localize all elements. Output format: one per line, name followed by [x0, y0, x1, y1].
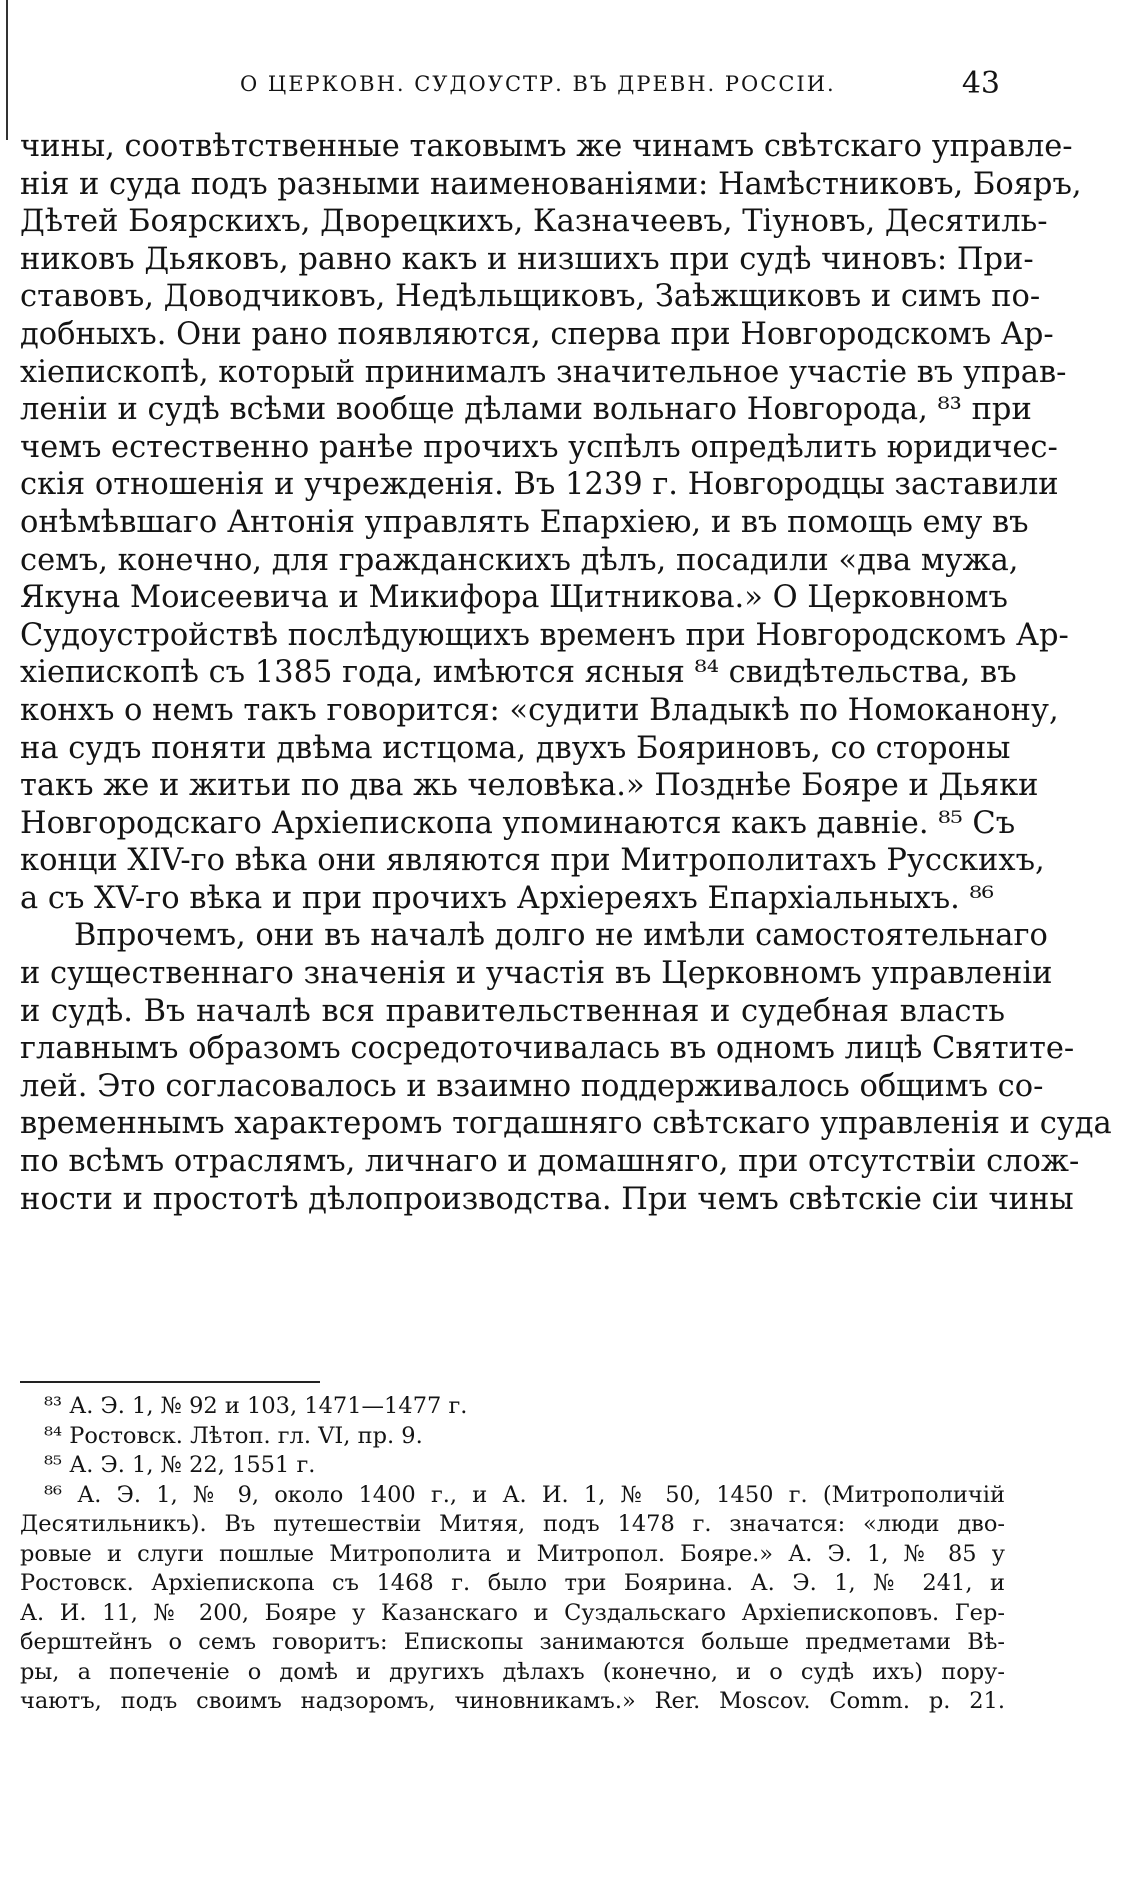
- text-line: Новгородскаго Архіепископа упоминаются какъ давніе. ⁸⁵ Съ: [20, 805, 1016, 841]
- text-line: лей. Это согласовалось и взаимно поддерживалось общимъ со-: [20, 1068, 1044, 1104]
- footnote-line: ры, а попеченіе о домѣ и другихъ дѣлахъ (конечно, и о судѣ ихъ) пору-: [20, 1658, 1005, 1685]
- footnote-line: Десятильникъ). Въ путешествіи Митяя, подъ 1478 г. значатся: «люди дво-: [20, 1511, 1005, 1537]
- text-line: чины, соотвѣтственные таковымъ же чинамъ свѣтскаго управле-: [20, 129, 1073, 164]
- text-line: временнымъ характеромъ тогдашняго свѣтскаго управленія и суда: [20, 1106, 1112, 1142]
- text-line: главнымъ образомъ сосредоточивалась въ одномъ лицѣ Святите-: [20, 1031, 1075, 1067]
- footnote-line: берштейнъ о семъ говоритъ: Епископы занимаются больше предметами Вѣ-: [20, 1629, 1005, 1655]
- text-line: конхъ о немъ такъ говорится: «судити Владыкѣ по Номоканону,: [20, 692, 1059, 728]
- footnote-line: А. И. 11, № 200, Бояре у Казанскаго и Суздальскаго Архіепископовъ. Гер-: [20, 1599, 1005, 1626]
- paragraph-start-line: Впрочемъ, они въ началѣ долго не имѣли самостоятельнаго: [74, 918, 1048, 954]
- footnotes: [20, 1392, 1005, 1717]
- footnote-separator: [20, 1381, 320, 1383]
- text-line: леніи и судѣ всѣми вообще дѣлами вольнаго Новгорода, ⁸³ при: [20, 392, 1032, 428]
- footnote-83: ⁸³ А. Э. 1, № 92 и 103, 1471—1477 г.: [44, 1393, 468, 1419]
- text-line: скія отношенія и учрежденія. Въ 1239 г. Новгородцы заставили: [20, 467, 1059, 503]
- text-line: по всѣмъ отраслямъ, личнаго и домашняго, при отсутствіи слож-: [20, 1144, 1080, 1180]
- footnote-line: ровые и слуги пошлые Митрополита и Митропол. Бояре.» А. Э. 1, № 85 у: [20, 1540, 1005, 1567]
- page-binding-edge: [6, 0, 8, 140]
- text-line: и существеннаго значенія и участія въ Церковномъ управленіи: [20, 956, 1053, 992]
- text-line: никовъ Дьяковъ, равно какъ и низшихъ при судѣ чиновъ: При-: [20, 241, 1034, 277]
- text-line: а съ XV-го вѣка и при прочихъ Архіереяхъ Епархіальныхъ. ⁸⁶: [20, 880, 994, 916]
- text-line: хіепископѣ, который принималъ значительное участіе въ управ-: [20, 354, 1067, 390]
- text-line: онѣмѣвшаго Антонія управлять Епархіею, и въ помощь ему въ: [20, 504, 1029, 540]
- page-number: 43: [961, 66, 1000, 101]
- main-text: [20, 128, 1112, 1218]
- footnote-85: ⁸⁵ А. Э. 1, № 22, 1551 г.: [44, 1452, 316, 1478]
- footnote-84: ⁸⁴ Ростовск. Лѣтоп. гл. VI, пр. 9.: [44, 1422, 423, 1449]
- text-line: и судѣ. Въ началѣ вся правительственная и судебная власть: [20, 993, 1005, 1029]
- text-line: добныхъ. Они рано появляются, сперва при Новгородскомъ Ар-: [20, 316, 1054, 352]
- text-line: хіепископѣ съ 1385 года, имѣются ясныя ⁸⁴ свидѣтельства, въ: [20, 655, 1017, 691]
- running-head: О ЦЕРКОВН. СУДОУСТР. ВЪ ДРЕВН. РОССІИ.: [240, 72, 836, 96]
- text-line: чемъ естественно ранѣе прочихъ успѣлъ опредѣлить юридичес-: [20, 429, 1058, 465]
- page-header: [240, 66, 1000, 106]
- footnote-86: ⁸⁶ А. Э. 1, № 9, около 1400 г., и А. И. 1, № 50, 1450 г. (Митрополичій: [44, 1481, 1005, 1508]
- text-line: семъ, конечно, для гражданскихъ дѣлъ, посадили «два мужа,: [20, 542, 1019, 578]
- text-line: Якуна Моисеевича и Микифора Щитникова.» О Церковномъ: [20, 580, 1008, 616]
- text-line: ности и простотѣ дѣлопроизводства. При чемъ свѣтскіе сіи чины: [20, 1181, 1074, 1217]
- text-line: такъ же и житьи по два жь человѣка.» Позднѣе Бояре и Дьяки: [20, 768, 1039, 804]
- text-line: Судоустройствѣ послѣдующихъ временъ при Новгородскомъ Ар-: [20, 617, 1069, 653]
- footnote-line: чаютъ, подъ своимъ надзоромъ, чиновникамъ.» Rer. Moscov. Comm. p. 21.: [20, 1688, 1005, 1714]
- footnote-line: Ростовск. Архіепископа съ 1468 г. было три Боярина. А. Э. 1, № 241, и: [20, 1570, 1005, 1596]
- text-line: нія и суда подъ разными наименованіями: Намѣстниковъ, Бояръ,: [20, 166, 1082, 202]
- text-line: ставовъ, Доводчиковъ, Недѣльщиковъ, Заѣжщиковъ и симъ по-: [20, 279, 1041, 315]
- text-line: Дѣтей Боярскихъ, Дворецкихъ, Казначеевъ, Тіуновъ, Десятиль-: [20, 204, 1048, 240]
- text-line: конци XIV-го вѣка они являются при Митрополитахъ Русскихъ,: [20, 843, 1045, 879]
- text-line: на судъ поняти двѣма истцома, двухъ Бояриновъ, со стороны: [20, 730, 1011, 766]
